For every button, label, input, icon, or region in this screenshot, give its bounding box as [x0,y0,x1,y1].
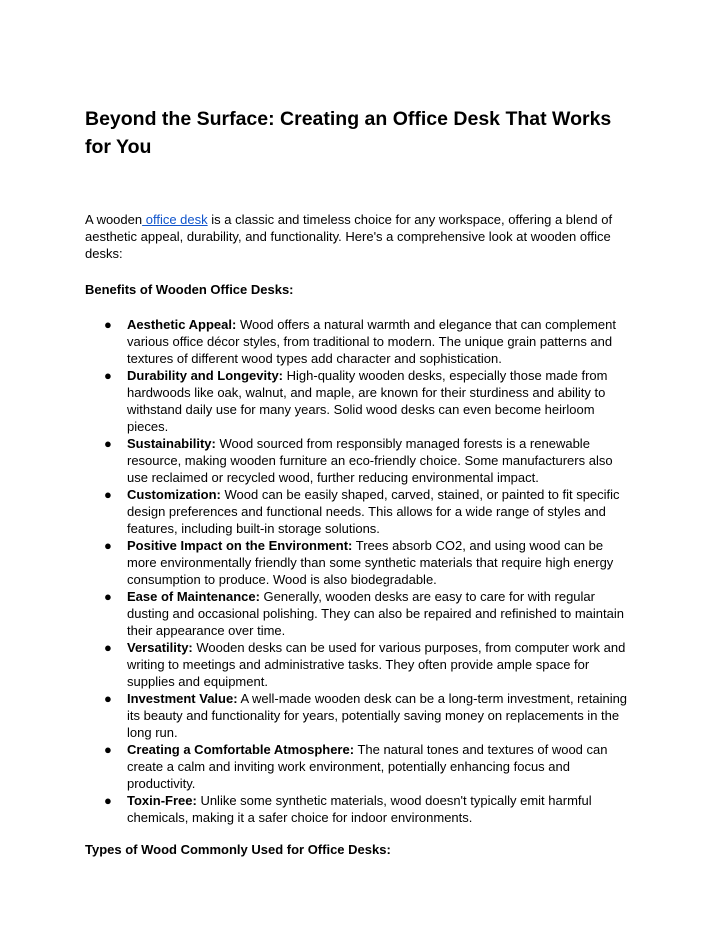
benefits-heading: Benefits of Wooden Office Desks: [85,282,294,297]
list-item-label: Customization: [127,487,221,502]
bullet-icon: ● [104,436,112,451]
list-item [85,690,636,741]
list-item-text: A well-made wooden desk can be a long-term investment, retaining its beauty and functionality for years, potentially saving money on replacements in the long run. [127,691,628,740]
list-item-label: Ease of Maintenance: [127,589,260,604]
list-item [85,435,636,486]
list-item-text: Trees absorb CO2, and using wood can be more environmentally friendly than some synthetic materials that require high energy consumption to produce. Wood is also biodegradable. [127,538,614,587]
list-item-text: Unlike some synthetic materials, wood doesn't typically emit harmful chemicals, making it a safer choice for indoor environments. [127,793,592,825]
list-item-label: Positive Impact on the Environment: [127,538,353,553]
list-item-label: Investment Value: [127,691,238,706]
benefits-list [85,316,636,826]
list-item-text: High-quality wooden desks, especially those made from hardwoods like oak, walnut, and maple, are known for their sturdiness and ability to withstand daily use for many years. Solid wood desks can even become heirloom pieces. [127,368,608,434]
bullet-icon: ● [104,640,112,655]
bullet-icon: ● [104,793,112,808]
office-desk-link[interactable]: office desk [142,212,208,227]
list-item-text: Generally, wooden desks are easy to care for with regular dusting and occasional polishing. They can also be repaired and refinished to maintain their appearance over time. [127,589,624,638]
bullet-icon: ● [104,317,112,332]
bullet-icon: ● [104,538,112,553]
bullet-icon: ● [104,691,112,706]
bullet-icon: ● [104,368,112,383]
intro-paragraph [85,211,637,262]
list-item-label: Versatility: [127,640,193,655]
bullet-icon: ● [104,589,112,604]
document-title: Beyond the Surface: Creating an Office Desk That Works for You [85,108,612,158]
list-item [85,639,636,690]
list-item-label: Aesthetic Appeal: [127,317,237,332]
types-heading: Types of Wood Commonly Used for Office Desks: [85,842,391,857]
list-item [85,367,636,435]
list-item [85,588,636,639]
bullet-icon: ● [104,742,112,757]
list-item-text: Wood offers a natural warmth and elegance that can complement various office décor styles, from traditional to modern. The unique grain patterns and textures of different wood types add character and sophistication. [127,317,616,366]
list-item [85,316,636,367]
list-item [85,792,636,826]
list-item-text: Wooden desks can be used for various purposes, from computer work and writing to meetings and administrative tasks. They often provide ample space for supplies and equipment. [127,640,626,689]
list-item-text: Wood can be easily shaped, carved, stained, or painted to fit specific design preferences and functional needs. This allows for a wide range of styles and features, including built-in storage solutions. [127,487,620,536]
intro-text-before: A wooden [85,212,143,227]
list-item [85,741,636,792]
bullet-icon: ● [104,487,112,502]
list-item [85,537,636,588]
list-item [85,486,636,537]
list-item-text: The natural tones and textures of wood can create a calm and inviting work environment, potentially enhancing focus and productivity. [127,742,608,791]
list-item-label: Sustainability: [127,436,216,451]
list-item-label: Toxin-Free: [127,793,197,808]
intro-text-after: is a classic and timeless choice for any workspace, offering a blend of aesthetic appeal, durability, and functionality. Here's a comprehensive look at wooden office desks: [85,212,613,261]
list-item-text: Wood sourced from responsibly managed forests is a renewable resource, making wooden furniture an eco-friendly choice. Some manufacturers also use reclaimed or recycled wood, further reducing environmental impact. [127,436,613,485]
list-item-label: Creating a Comfortable Atmosphere: [127,742,355,757]
list-item-label: Durability and Longevity: [127,368,284,383]
